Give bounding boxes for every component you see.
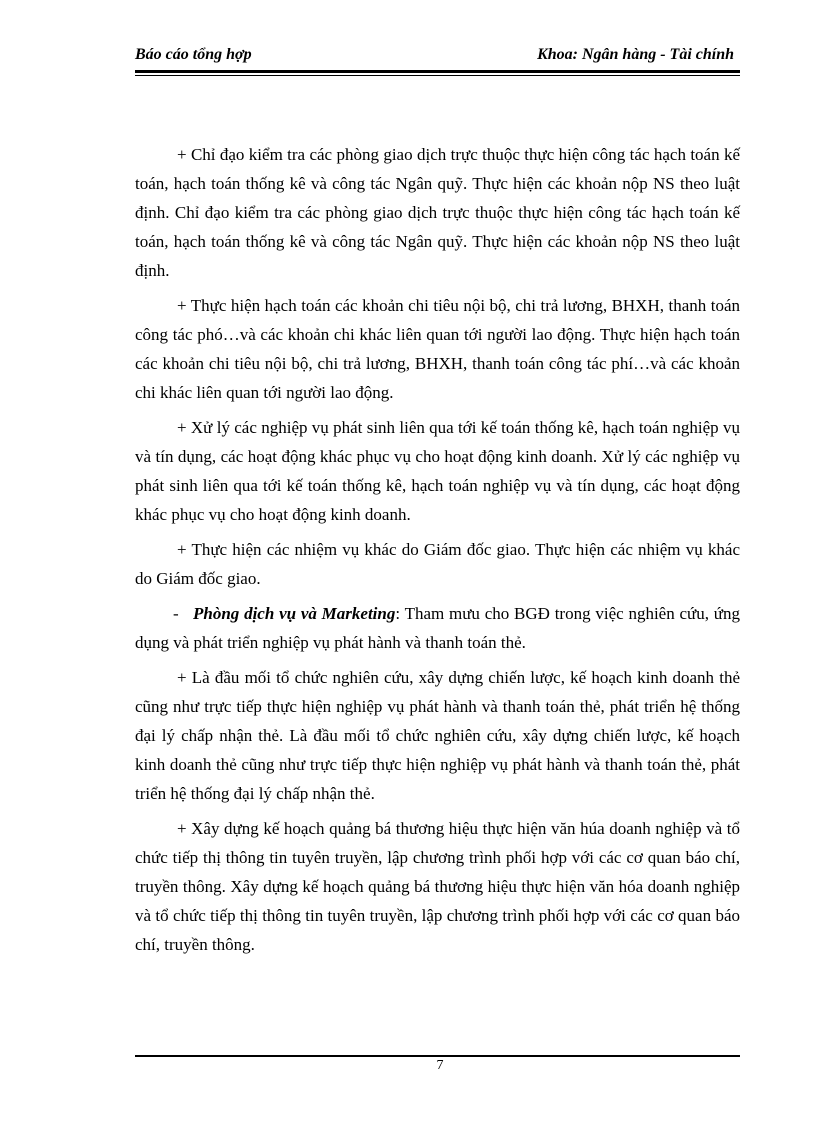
paragraph-brand-promotion: + Xây dựng kế hoạch quảng bá thương hiệu thực hiện văn húa doanh nghiệp và tổ chức tiếp thị thông tin tuyên truyền, lập chương trình phối hợp với các cơ quan báo chí, truyền thông. Xây dựng kế hoạch quảng bá thương hiệu thực hiện văn hóa doanh nghiệp và tổ chức tiếp thị thông tin tuyên truyền, lập chương trình phối hợp với các cơ quan báo chí, truyền thông. [135, 819, 740, 954]
paragraph-other-duties: + Thực hiện các nhiệm vụ khác do Giám đốc giao. Thực hiện các nhiệm vụ khác do Giám đốc giao. [135, 540, 740, 588]
paragraph-statistics-processing: + Xử lý các nghiệp vụ phát sinh liên qua tới kế toán thống kê, hạch toán nghiệp vụ và tín dụng, các hoạt động khác phục vụ cho hoạt động kinh doanh. Xử lý các nghiệp vụ phát sinh liên qua tới kế toán thống kê, hạch toán nghiệp vụ và tín dụng, các hoạt động khác phục vụ cho hoạt động kinh doanh. [135, 418, 740, 524]
paragraph-marketing-department [135, 599, 740, 657]
page-header [135, 44, 740, 68]
header-report-title: Báo cáo tổng hợp [135, 46, 252, 63]
dash-marker: - [173, 604, 179, 623]
document-body [135, 140, 740, 965]
paragraph-card-strategy: + Là đầu mối tổ chức nghiên cứu, xây dựng chiến lược, kế hoạch kinh doanh thẻ cũng như trực tiếp thực hiện nghiệp vụ phát hành và thanh toán thẻ, phát triển hệ thống đại lý chấp nhận thẻ. Là đầu mối tổ chức nghiên cứu, xây dựng chiến lược, kế hoạch kinh doanh thẻ cũng như trực tiếp thực hiện nghiệp vụ phát hành và thanh toán thẻ, phát triển hệ thống đại lý chấp nhận thẻ. [135, 668, 740, 803]
header-rule-thick [135, 70, 740, 73]
page-number: 7 [436, 1058, 444, 1073]
header-faculty: Khoa: Ngân hàng - Tài chính [537, 46, 734, 63]
marketing-department-text: : Tham mưu cho BGĐ trong việc nghiên cứu, ứng dụng và phát triển nghiệp vụ phát hành và thanh toán thẻ. [135, 604, 741, 652]
paragraph-internal-expenses: + Thực hiện hạch toán các khoản chi tiêu nội bộ, chi trả lương, BHXH, thanh toán công tác phó…và các khoản chi khác liên quan tới người lao động. Thực hiện hạch toán các khoản chi tiêu nội bộ, chi trả lương, BHXH, thanh toán công tác phí…và các khoản chi khác liên quan tới người lao động. [135, 296, 740, 402]
header-rule-thin [135, 75, 740, 76]
footer-rule [135, 1055, 740, 1057]
paragraph-accounting-direction: + Chỉ đạo kiểm tra các phòng giao dịch trực thuộc thực hiện công tác hạch toán kế toán, hạch toán thống kê và công tác Ngân quỹ. Thực hiện các khoản nộp NS theo luật định. Chỉ đạo kiểm tra các phòng giao dịch trực thuộc thực hiện công tác hạch toán kế toán, hạch toán thống kê và công tác Ngân quỹ. Thực hiện các khoản nộp NS theo luật định. [135, 145, 740, 280]
marketing-department-title: Phòng dịch vụ và Marketing [193, 604, 396, 623]
